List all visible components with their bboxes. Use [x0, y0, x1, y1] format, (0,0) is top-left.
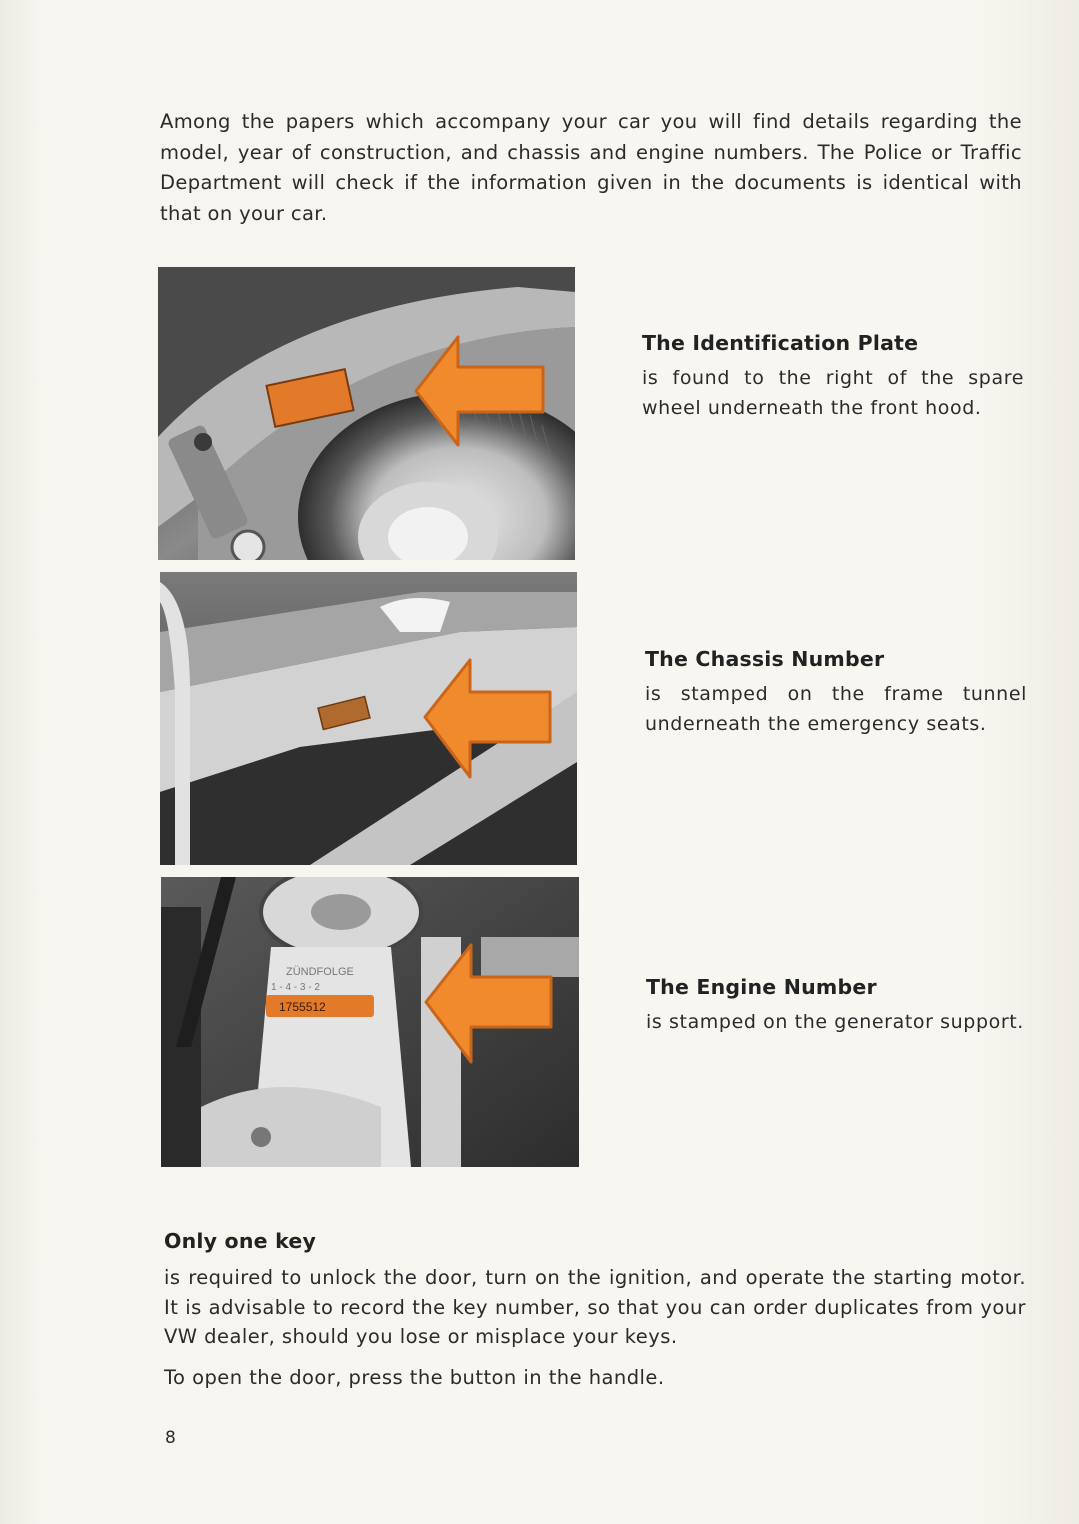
identification-plate-photo — [158, 267, 575, 560]
chassis-number-text: is stamped on the frame tunnel underneath the emergency seats. — [645, 683, 1027, 735]
key-heading: Only one key — [164, 1229, 317, 1253]
engine-number-text: is stamped on the generator support. — [646, 1011, 1024, 1033]
engine-number-caption — [646, 975, 1028, 1037]
key-text: is required to unlock the door, turn on the ignition, and operate the starting motor. It is advisable to record the key number, so that you can order duplicates from your VW dealer, should you lose or misplace your keys. — [164, 1266, 1026, 1348]
engine-plate-firing-order: 1 - 4 - 3 - 2 — [271, 982, 320, 993]
identification-plate-caption — [642, 331, 1024, 423]
key-section — [164, 1229, 1026, 1392]
identification-plate-heading: The Identification Plate — [642, 331, 919, 355]
chassis-number-caption — [645, 647, 1027, 739]
page-number: 8 — [165, 1428, 176, 1448]
engine-number-plate: 1755512 — [279, 1000, 326, 1014]
door-note: To open the door, press the button in the handle. — [164, 1365, 665, 1389]
intro-paragraph: Among the papers which accompany your car you will find details regarding the model, year of construction, and chassis and engine numbers. The Police or Traffic Department will check if the information given in the documents is identical with that on your car. — [160, 110, 1022, 225]
engine-number-photo — [161, 877, 579, 1167]
identification-plate-text: is found to the right of the spare wheel underneath the front hood. — [642, 367, 1024, 419]
chassis-number-heading: The Chassis Number — [645, 647, 885, 671]
chassis-number-photo — [160, 572, 577, 865]
engine-plate-firing-order-label: ZÜNDFOLGE — [286, 966, 354, 978]
engine-number-heading: The Engine Number — [646, 975, 877, 999]
